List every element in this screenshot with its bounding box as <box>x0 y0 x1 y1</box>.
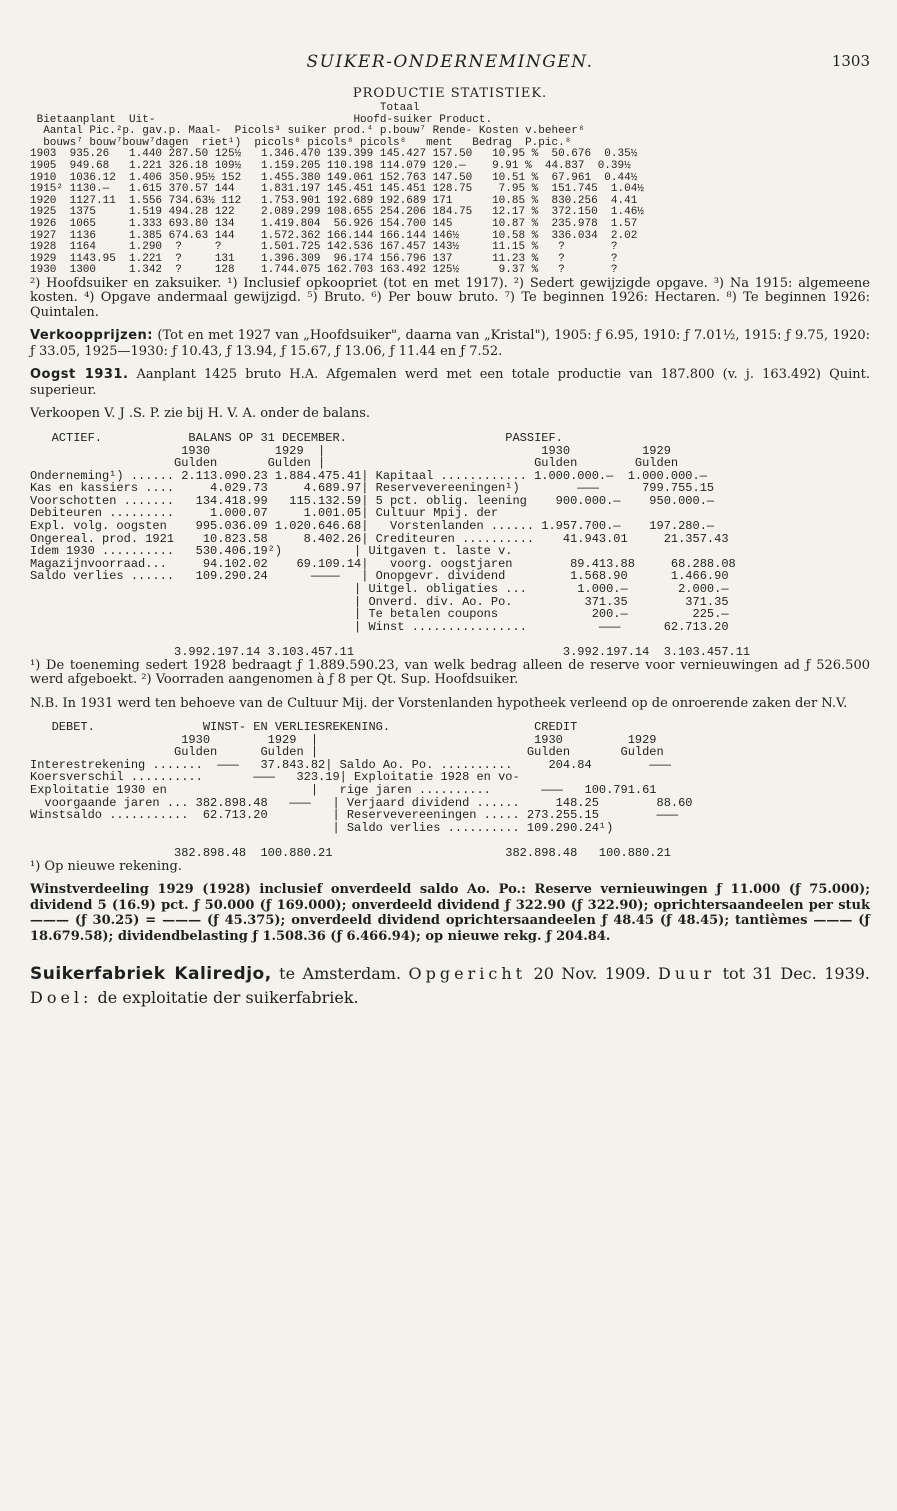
page-number: 1303 <box>831 52 870 70</box>
purpose-text: de exploitatie der suikerfabriek. <box>92 988 359 1008</box>
profit-loss-footnote: ¹) Op nieuwe rekening. <box>30 858 182 874</box>
sales-prices-text: (Tot en met 1927 van „Hoofdsuiker", daarna van „Kristal"), 1905: ƒ 6.95, 1910: ƒ 7.01½, 1915: ƒ 9.75, 1920: ƒ 33.05, 1925—1930: ƒ 10.43, ƒ 13.94, ƒ 15.67, ƒ 13.06, ƒ 11.44 en ƒ 7.52. <box>30 328 870 359</box>
production-statistics-title: PRODUCTIE STATISTIEK. <box>352 86 548 101</box>
next-company-entry <box>30 962 870 1010</box>
sales-prices-label: Verkoopprijzen: <box>30 328 154 344</box>
harvest-text: Aanplant 1425 bruto H.A. Afgemalen werd met een totale productie van 187.800 (v. j. 163.492) Quint. superieur. <box>30 367 870 398</box>
duration-date: tot 31 Dec. 1939. <box>715 964 871 984</box>
running-title: SUIKER-ONDERNEMINGEN. <box>306 52 594 72</box>
sales-reference: Verkoopen V. J .S. P. zie bij H. V. A. onder de balans. <box>30 406 371 422</box>
harvest-paragraph <box>30 367 870 398</box>
sales-prices-paragraph <box>30 328 870 359</box>
page-header <box>30 52 870 86</box>
profit-distribution: Winstverdeeling 1929 (1928) inclusief onverdeeld saldo Ao. Po.: Reserve vernieuwingen ƒ 11.000 (ƒ 75.000); dividend 5 (16.9) pct. ƒ 50.000 (ƒ 169.000); onverdeeld dividend ƒ 322.90 (ƒ 322.90); oprichtersaandeelen per stuk ——— (ƒ 30.25) = ——— (ƒ 45.375); onverdeeld dividend oprichtersaandeelen ƒ 48.45 (ƒ 48.45); tantièmes ——— (ƒ 18.679.58); dividendbelasting ƒ 1.508.36 (ƒ 6.466.94); op nieuwe rekg. ƒ 204.84. <box>30 882 870 944</box>
next-company-name: Suikerfabriek Kaliredjo, <box>30 964 272 985</box>
statistics-footnotes: ²) Hoofdsuiker en zaksuiker. ¹) Inclusief opkoopriet (tot en met 1917). ²) Sedert gewijzigde opgave. ³) Na 1915: algemeene kosten. ⁴) Opgave andermaal gewijzigd. ⁵) Bruto. ⁶) Per bouw bruto. ⁷) Te beginnen 1926: Hectaren. ⁸) Te beginnen 1926: Quintalen. <box>30 275 870 320</box>
balance-sheet-table: ACTIEF. BALANS OP 31 DECEMBER. PASSIEF. 1930 1929 | 1930 1929 Gulden Gulden | Gulden Gulden Onderneming¹) ...... 2.113.090.23 1.884.475.41| Kapitaal ............ 1.000.000.— 1.000.000.— Kas en kassiers .... 4.029.73 4.689.97| Reservevereeningen¹) ——— 799.755.15 Voorschotten ....... 134.418.99 115.132.59| 5 pct. oblig. leening 900.000.— 950.000.— Debiteuren ......... 1.000.07 1.001.05| Cultuur Mpij. der Expl. volg. oogsten 995.036.09 1.020.646.68| Vorstenlanden ...... 1.957.700.— 197.280.— Ongereal. prod. 1921 10.823.58 8.402.26| Crediteuren .......... 41.943.01 21.357.43 Idem 1930 .......... 530.406.19²) | Uitgaven t. laste v. Magazijnvoorraad... 94.102.02 69.109.14| voorg. oogstjaren 89.413.88 68.288.08 Saldo verlies ...... 109.290.24 ———— | Onopgevr. dividend 1.568.90 1.466.90 | Uitgel. obligaties ... 1.000.— 2.000.— | Onverd. div. Ao. Po. 371.35 371.35 | Te betalen coupons 200.— 225.— | Winst ................ ——— 62.713.20 3.992.197.14 3.103.457.11 3.992.197.14 3.103.457.11 <box>30 430 751 659</box>
purpose-label: Doel: <box>30 988 93 1008</box>
balance-footnote: ¹) De toeneming sedert 1928 bedraagt ƒ 1.889.590.23, van welk bedrag alleen de reserve voor vernieuwingen ad ƒ 526.500 werd afgeboekt. ²) Voorraden aangenomen à ƒ 8 per Qt. Sup. Hoofdsuiker. <box>30 657 870 688</box>
profit-loss-table: DEBET. WINST- EN VERLIESREKENING. CREDIT 1930 1929 | 1930 1929 Gulden Gulden | Gulden Gulden Interestrekening ....... ——— 37.843.82| Saldo Ao. Po. .......... 204.84 ——— Koersverschil .......... ——— 323.19| Exploitatie 1928 en vo- Exploitatie 1930 en | rige jaren .......... ——— 100.791.61 voorgaande jaren ... 382.898.48 ——— | Verjaard dividend ...... 148.25 88.60 Winstsaldo ........... 62.713.20 | Reservevereeningen ..... 273.255.15 ——— | Saldo verlies .......... 109.290.24¹) 382.898.48 100.880.21 382.898.48 100.880.21 <box>30 720 693 861</box>
founded-date: 20 Nov. 1909. <box>526 964 659 984</box>
harvest-label: Oogst 1931. <box>30 367 129 383</box>
duration-label: Duur <box>658 964 716 984</box>
document-page <box>30 52 870 1010</box>
next-company-location: te Amsterdam. <box>271 964 409 984</box>
nb-note: N.B. In 1931 werd ten behoeve van de Cultuur Mij. der Vorstenlanden hypotheek verleend op de onroerende zaken der N.V. <box>30 695 848 711</box>
founded-label: Opgericht <box>408 964 527 984</box>
production-statistics-table: Totaal Bietaanplant Uit- Hoofd-suiker Product. Aantal Pic.²p. gav.p. Maal- Picols³ suiker prod.⁴ p.bouw⁷ Rende- Kosten v.beheer⁸ bouws⁷ bouw⁷bouw⁷dagen riet¹) picols⁸ picols⁸ picols⁸ ment Bedrag P.pic.⁸ 1903 935.26 1.440 287.50 125½ 1.346.470 139.399 145.427 157.50 10.95 % 50.676 0.35½ 1905 949.68 1.221 326.18 109½ 1.159.205 110.198 114.079 120.— 9.91 % 44.837 0.39½ 1910 1036.12 1.406 350.95½ 152 1.455.380 149.061 152.763 147.50 10.51 % 67.961 0.44½ 1915² 1130.— 1.615 370.57 144 1.831.197 145.451 145.451 128.75 7.95 % 151.745 1.04½ 1920 1127.11 1.556 734.63½ 112 1.753.901 192.689 192.689 171 10.85 % 830.256 4.41 1925 1375 1.519 494.28 122 2.089.299 108.655 254.206 184.75 12.17 % 372.150 1.46½ 1926 1065 1.333 693.80 134 1.419.804 56.926 154.700 145 10.87 % 235.978 1.57 1927 1136 1.385 674.63 144 1.572.362 166.144 166.144 146½ 10.58 % 336.034 2.02 1928 1164 1.290 ? ? 1.501.725 142.536 167.457 143½ 11.15 % ? ? 1929 1143.95 1.221 ? 131 1.396.309 96.174 156.796 137 11.23 % ? ? 1930 1300 1.342 ? 128 1.744.075 162.703 163.492 125½ 9.37 % ? ? <box>30 102 644 277</box>
